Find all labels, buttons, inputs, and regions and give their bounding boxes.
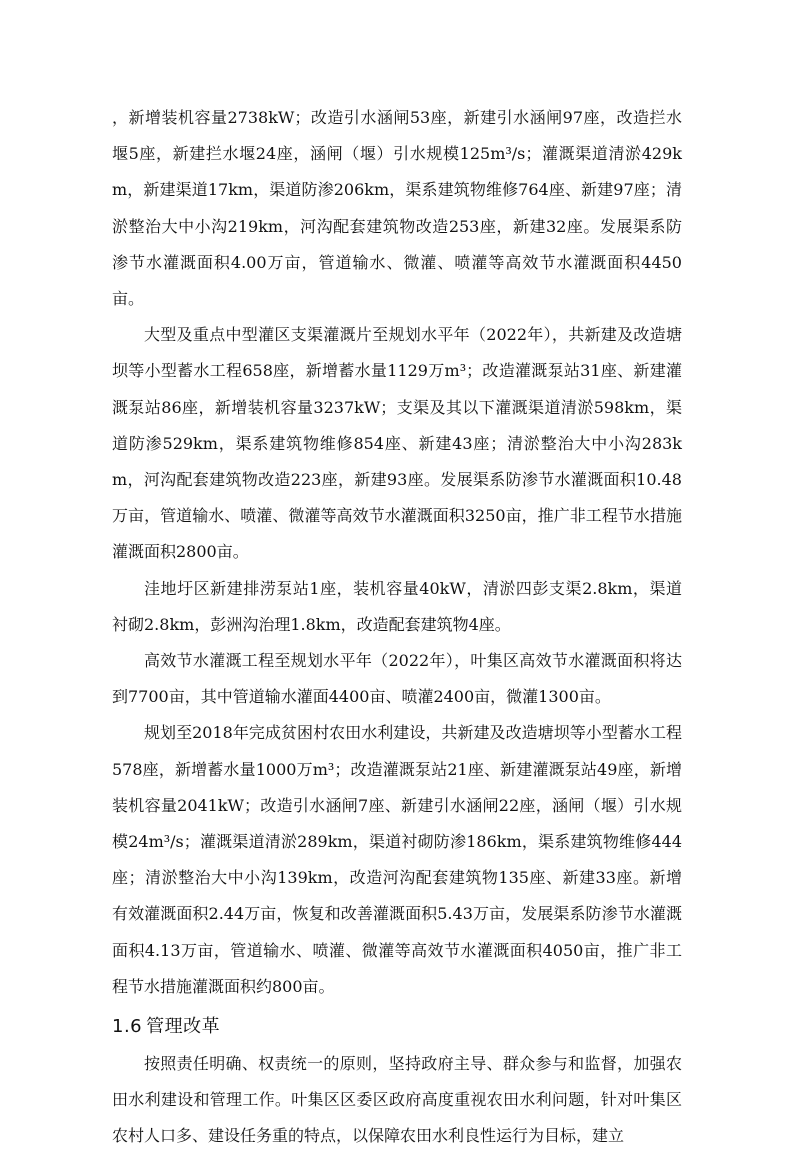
section-number: 1.6 <box>112 1016 143 1038</box>
paragraph-management-reform: 按照责任明确、权责统一的原则，坚持政府主导、群众参与和监督，加强农田水利建设和管理工作。叶集区区委区政府高度重视农田水利问题，针对叶集区农村人口多、建设任务重的特点，以保障农田水利良性运行为目标，建立 <box>112 1054 682 1146</box>
paragraph-continued: ，新增装机容量2738kW；改造引水涵闸53座，新建引水涵闸97座，改造拦水堰5座，新建拦水堰24座，涵闸（堰）引水规模125m³/s；灌溉渠道清淤429km，新建渠道17km，渠道防渗206km，渠系建筑物维修764座、新建97座；清淤整治大中小沟219km，河沟配套建筑物改造253座，新建32座。发展渠系防渗节水灌溉面积4.00万亩，管道输水、微灌、喷灌等高效节水灌溉面积4450亩。 <box>112 108 682 309</box>
section-title: 管理改革 <box>146 1016 221 1038</box>
document-body <box>112 100 682 1155</box>
section-heading <box>112 1010 682 1044</box>
paragraph-efficient-irrigation: 高效节水灌溉工程至规划水平年（2022年），叶集区高效节水灌溉面积将达到7700亩，其中管道输水灌面4400亩、喷灌2400亩，微灌1300亩。 <box>112 651 682 707</box>
paragraph-branch-canal-irrigation: 大型及重点中型灌区支渠灌溉片至规划水平年（2022年），共新建及改造塘坝等小型蓄水工程658座，新增蓄水量1129万m³；改造灌溉泵站31座、新建灌溉泵站86座，新增装机容量3237kW；支渠及其以下灌溉渠道清淤598km，渠道防渗529km，渠系建筑物维修854座、新建43座；清淤整治大中小沟283km，河沟配套建筑物改造223座，新建93座。发展渠系防渗节水灌溉面积10.48万亩，管道输水、喷灌、微灌等高效节水灌溉面积3250亩，推广非工程节水措施灌溉面积2800亩。 <box>112 325 682 562</box>
paragraph-poor-village-plan: 规划至2018年完成贫困村农田水利建设，共新建及改造塘坝等小型蓄水工程578座，新增蓄水量1000万m³；改造灌溉泵站21座、新建灌溉泵站49座，新增装机容量2041kW；改造引水涵闸7座、新建引水涵闸22座，涵闸（堰）引水规模24m³/s；灌溉渠道清淤289km，渠道衬砌防渗186km，渠系建筑物维修444座；清淤整治大中小沟139km，改造河沟配套建筑物135座、新建33座。新增有效灌溉面积2.44万亩，恢复和改善灌溉面积5.43万亩，发展渠系防渗节水灌溉面积4.13万亩，管道输水、喷灌、微灌等高效节水灌溉面积4050亩，推广非工程节水措施灌溉面积约800亩。 <box>112 723 682 996</box>
paragraph-lowland-polder: 洼地圩区新建排涝泵站1座，装机容量40kW，清淤四彭支渠2.8km，渠道衬砌2.8km，彭洲沟治理1.8km，改造配套建筑物4座。 <box>112 578 682 634</box>
